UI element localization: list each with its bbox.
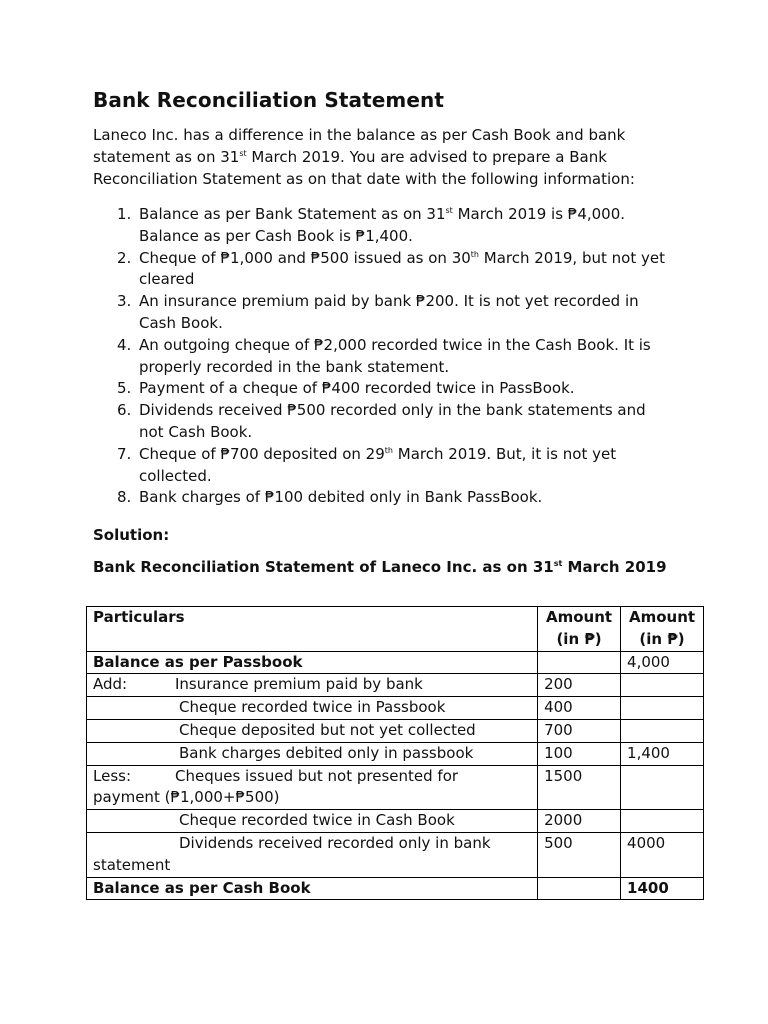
list-text: Cheque of ₱1,000 and ₱500 issued as on 30 [139, 248, 471, 267]
particulars-text: Cheques issued but not presented for [175, 766, 459, 785]
amount-cell: 400 [538, 697, 621, 720]
list-number: 5. [117, 379, 132, 398]
table-row [87, 674, 704, 697]
list-text: An insurance premium paid by bank ₱200. It is not yet recorded in [139, 292, 639, 311]
list-number: 4. [117, 335, 132, 354]
particulars-text: Cheque deposited but not yet collected [179, 720, 476, 739]
list-text: collected. [139, 466, 212, 485]
header-amount-2 [621, 607, 704, 652]
amount-cell [621, 674, 704, 697]
intro-text-2: March 2019. You are advised to prepare a Bank Reconciliation Statement as on that date with the following information: [93, 148, 635, 188]
table-row [87, 697, 704, 720]
list-number: 3. [117, 292, 132, 311]
amount-cell: 100 [538, 742, 621, 765]
less-label: Less: [93, 766, 132, 785]
list-item [93, 444, 683, 488]
amount-cell [621, 765, 704, 810]
information-list [93, 204, 683, 509]
particulars-text: Insurance premium paid by bank [175, 675, 423, 694]
particulars-text: Dividends received recorded only in bank [179, 833, 491, 852]
amount-cell: 1500 [538, 765, 621, 810]
table-row [87, 765, 704, 810]
amount-cell: 1400 [621, 877, 704, 900]
statement-heading-sup: st [553, 559, 563, 569]
list-text: March 2019 is ₱4,000. [452, 205, 626, 223]
list-text: March 2019. But, it is not yet [393, 444, 617, 463]
amount-cell: 500 [538, 832, 621, 877]
particulars-text: Cheque recorded twice in Cash Book [179, 811, 455, 830]
amount-cell: 2000 [538, 810, 621, 833]
page-title: Bank Reconciliation Statement [93, 88, 445, 112]
table-row [87, 832, 704, 877]
amount-cell [538, 877, 621, 900]
amount-cell [621, 697, 704, 720]
list-number: 7. [117, 444, 132, 463]
particulars-cell [87, 719, 538, 742]
particulars-text: Bank charges debited only in passbook [179, 743, 474, 762]
amount-cell: 4000 [621, 832, 704, 877]
amount-cell [621, 810, 704, 833]
list-text: properly recorded in the bank statement. [139, 357, 450, 376]
header-amount-unit: (in ₱) [556, 629, 602, 648]
list-text: Cash Book. [139, 313, 223, 332]
table-row [87, 810, 704, 833]
particulars-cell [87, 765, 538, 810]
opening-balance-label: Balance as per Passbook [87, 651, 538, 674]
table-header-row [87, 607, 704, 652]
particulars-cell [87, 674, 538, 697]
list-text: not Cash Book. [139, 422, 253, 441]
particulars-text: statement [93, 855, 171, 874]
list-sup: th [384, 445, 393, 455]
list-text: March 2019, but not yet [479, 248, 665, 267]
amount-cell [621, 719, 704, 742]
list-text: Payment of a cheque of ₱400 recorded twice in PassBook. [139, 379, 575, 398]
list-sup: st [445, 206, 453, 215]
statement-heading [93, 558, 683, 576]
list-text: An outgoing cheque of ₱2,000 recorded twice in the Cash Book. It is [139, 335, 651, 354]
list-text: Balance as per Cash Book is ₱1,400. [139, 226, 413, 245]
intro-text-1: Laneco Inc. has a difference in the balance as per Cash Book and bank statement as on 31 [93, 126, 626, 166]
list-item [93, 291, 683, 335]
particulars-text: payment (₱1,000+₱500) [93, 788, 280, 807]
add-label: Add: [93, 675, 128, 694]
table-row [87, 742, 704, 765]
list-number: 1. [117, 205, 132, 223]
intro-sup: st [239, 149, 247, 158]
list-text: cleared [139, 270, 195, 289]
amount-cell: 200 [538, 674, 621, 697]
amount-cell [538, 651, 621, 674]
list-item [93, 248, 683, 292]
amount-cell: 700 [538, 719, 621, 742]
list-item [93, 204, 683, 248]
header-amount-text: Amount [546, 608, 613, 626]
header-amount-unit: (in ₱) [639, 629, 685, 648]
list-item [93, 335, 683, 379]
list-item [93, 378, 683, 400]
particulars-cell [87, 697, 538, 720]
particulars-cell [87, 810, 538, 833]
table-row [87, 877, 704, 900]
solution-label: Solution: [93, 526, 170, 545]
list-item [93, 400, 683, 444]
closing-balance-label: Balance as per Cash Book [87, 877, 538, 900]
list-number: 2. [117, 248, 132, 267]
particulars-cell [87, 832, 538, 877]
header-amount-1 [538, 607, 621, 652]
intro-paragraph [93, 124, 653, 190]
list-number: 8. [117, 488, 132, 507]
table-row [87, 651, 704, 674]
list-sup: th [470, 249, 479, 259]
statement-heading-text: March 2019 [562, 558, 667, 577]
table-row [87, 719, 704, 742]
header-particulars: Particulars [87, 607, 538, 652]
list-text: Cheque of ₱700 deposited on 29 [139, 444, 385, 463]
particulars-text: Cheque recorded twice in Passbook [179, 698, 446, 717]
reconciliation-table [86, 606, 704, 900]
list-text: Balance as per Bank Statement as on 31 [139, 205, 446, 223]
statement-heading-text: Bank Reconciliation Statement of Laneco Inc. as on 31 [93, 558, 554, 577]
document-page [93, 88, 683, 576]
list-text: Dividends received ₱500 recorded only in the bank statements and [139, 401, 646, 420]
amount-cell: 1,400 [621, 742, 704, 765]
list-item [93, 487, 683, 509]
list-number: 6. [117, 401, 132, 420]
list-text: Bank charges of ₱100 debited only in Bank PassBook. [139, 488, 543, 507]
amount-cell: 4,000 [621, 651, 704, 674]
particulars-cell [87, 742, 538, 765]
header-amount-text: Amount [628, 608, 696, 626]
